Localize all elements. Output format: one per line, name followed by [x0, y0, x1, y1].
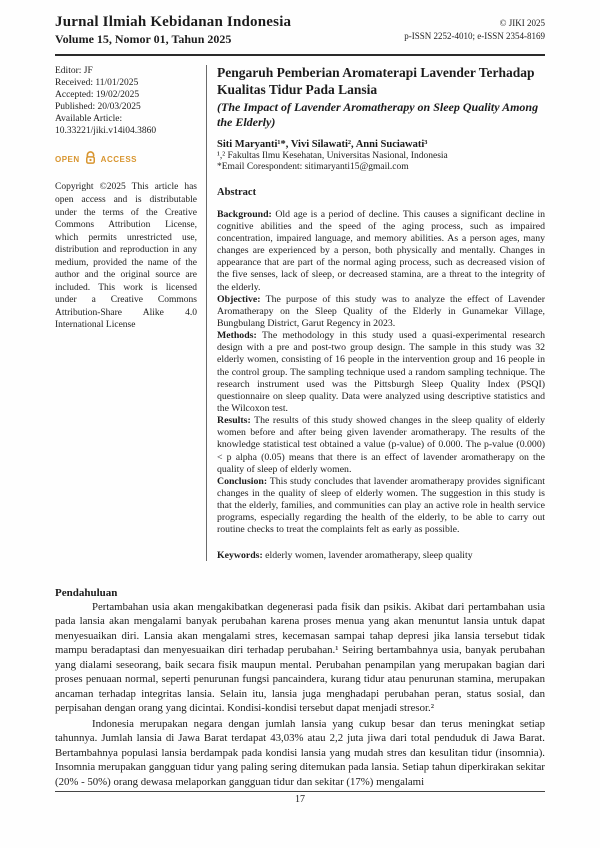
abstract-text-methods: The methodology in this study used a quasi-experimental research design with a pre and post-two group design. The sample in this study was 32 elderly women, consisting of 16 people in the intervention group and 16 people in the control group. The sampling technique used a random sampling technique. The research instrument used was the Pittsburgh Sleep Quality Index (PSQI) questionnaire on sleep quality. Data were analyzed using descriptive statistics and the Wilcoxon test. [217, 330, 545, 414]
footer-divider [55, 791, 545, 792]
article-top-section [55, 65, 545, 561]
open-access-badge [55, 150, 197, 169]
abstract-label-objective: Objective: [217, 293, 261, 305]
journal-header [55, 14, 545, 47]
keywords-label: Keywords: [217, 549, 263, 561]
journal-volume: Volume 15, Nomor 01, Tahun 2025 [55, 32, 232, 46]
editor-line: Editor: JF [55, 66, 93, 76]
received-line: Received: 11/01/2025 [55, 78, 139, 89]
abstract-label-conclusion: Conclusion: [217, 475, 268, 487]
correspondence-email-line: *Email Corespondent: sitimaryanti15@gmail.com [217, 161, 409, 172]
abstract-body [217, 209, 545, 537]
published-line: Published: 20/03/2025 [55, 102, 141, 113]
article-title-indonesian: Pengaruh Pemberian Aromaterapi Lavender Terhadap Kualitas Tidur Pada Lansia [217, 65, 535, 97]
available-article-label: Available Article: [55, 114, 123, 125]
article-meta-sidebar [55, 65, 207, 561]
abstract-label-background: Background: [217, 208, 272, 220]
article-abstract-column [207, 65, 545, 561]
introduction-section [55, 587, 545, 790]
abstract-paragraph-results [217, 415, 545, 476]
keywords-text: elderly women, lavender aromatherapy, sleep quality [262, 549, 473, 561]
copyright-notice: Copyright ©2025 This article has open access and is distributable under the terms of the Creative Commons Attribution License, which permits unrestricted use, distribution and reproduction in any medium, provided the name of the author and the original source are included. This work is licensed under a Creative Commons Attribution-Share Alike 4.0 International License [55, 182, 197, 331]
authors-line: Siti Maryanti¹*, Vivi Silawati², Anni Suciawati³ [217, 138, 428, 150]
abstract-text-objective: The purpose of this study was to analyze the effect of Lavender Aromatherapy on the Sleep Quality of the Elderly in Gunamekar Village, Bungbulang District, Garut Regency in 2023. [217, 293, 545, 330]
journal-issn: p-ISSN 2252-4010; e-ISSN 2354-8169 [404, 31, 545, 42]
open-lock-icon [83, 150, 98, 169]
body-paragraph-1: Pertambahan usia akan mengakibatkan degenerasi pada fisik dan psikis. Akibat dari pertambahan usia pada lansia akan mengalami banyak perubahan karena proses menua yang akan menuntut lansia untuk dapat menyesuaikan diri. Lansia akan mengalami stres, kecemasan sampai tahap depresi jika lansia tersebut tidak mampu beradaptasi dan menyesuaikan diri terhadap perubahan.¹ Seiring bertambahnya usia, banyak perubahan yang dialami seseorang, baik secara fisik maupun mental. Perubahan penampilan yang merupakan bagian dari proses penuaan normal, seperti penurunan fungsi pancaindera, kurang tidur atau penurunan stamina, merupakan ancaman terhadap integritas lansia. Selain itu, lansia juga menghadapi perubahan peran, status sosial, dan perpisahan dengan orang yang dicintai. Kondisi-kondisi tersebut dapat menjadi stresor.² [55, 600, 545, 715]
journal-title: Jurnal Ilmiah Kebidanan Indonesia [55, 14, 292, 30]
affiliation-line: ¹,² Fakultas Ilmu Kesehatan, Universitas Nasional, Indonesia [217, 150, 448, 161]
abstract-text-background: Old age is a period of decline. This causes a significant decline in cognitive abilities and the speed of the aging process, such as impaired concentration, impaired language, and memory abilities. As a person ages, many changes are experienced by a person, both physically and mentally. Changes in appearance that are part of the normal aging process, such as decreased vision of the five senses, lack of sleep, or decreased stamina, are a threat to the integrity of the elderly. [217, 208, 545, 293]
abstract-text-conclusion: This study concludes that lavender aromatherapy provides significant changes in the quality of sleep of elderly women. The suggestion in this study is that the elderly, families, and communities can play an active role in health service programs, especially regarding the health of the elderly, to be able to carry out routine checks to treat the complaints felt as early as possible. [217, 475, 545, 536]
abstract-label-results: Results: [217, 415, 251, 427]
journal-header-right [404, 14, 545, 43]
body-paragraph-2: Indonesia merupakan negara dengan jumlah lansia yang cukup besar dan terus meningkat setiap tahunnya. Jumlah lansia di Jawa Barat terdapat 43,03% atau 2,2 juta jiwa dari total penduduk di Jawa Barat. Bertambahnya populasi lansia berdampak pada kondisi lansia yang mudah stres dan kesulitan tidur (insomnia). Insomnia merupakan gangguan tidur yang paling sering ditemukan pada lansia. Setiap tahun diperkirakan sekitar (20% - 50%) orang dewasa melaporkan gangguan tidur dan sekitar (17%) mengalami [55, 717, 545, 788]
header-divider [55, 54, 545, 56]
article-title-english: (The Impact of Lavender Aromatherapy on Sleep Quality Among the Elderly) [217, 99, 539, 129]
open-access-open-label: OPEN [55, 154, 80, 164]
journal-header-left [55, 14, 291, 47]
accepted-line: Accepted: 19/02/2025 [55, 90, 140, 101]
page-number: 17 [295, 794, 305, 805]
journal-copyright: © JIKI 2025 [499, 18, 545, 28]
section-heading-pendahuluan: Pendahuluan [55, 586, 118, 599]
abstract-heading: Abstract [217, 186, 257, 198]
abstract-paragraph-background [217, 209, 545, 294]
doi-line: 10.33221/jiki.v14i04.3860 [55, 126, 157, 137]
keywords-line [217, 550, 545, 561]
abstract-paragraph-objective [217, 294, 545, 330]
page-footer [55, 791, 545, 805]
abstract-label-methods: Methods: [217, 330, 257, 342]
abstract-paragraph-methods [217, 330, 545, 415]
open-access-access-label: ACCESS [100, 154, 138, 164]
abstract-paragraph-conclusion [217, 476, 545, 537]
abstract-text-results: The results of this study showed changes in the sleep quality of elderly women before and after being given lavender aromatherapy. The results of the knowledge statistical test obtained a value (p-value) of 0.000. The p-value (0.000) < p alpha (0.05) means that there is an effect of lavender aromatherapy on the quality of sleep of elderly women. [217, 415, 545, 475]
